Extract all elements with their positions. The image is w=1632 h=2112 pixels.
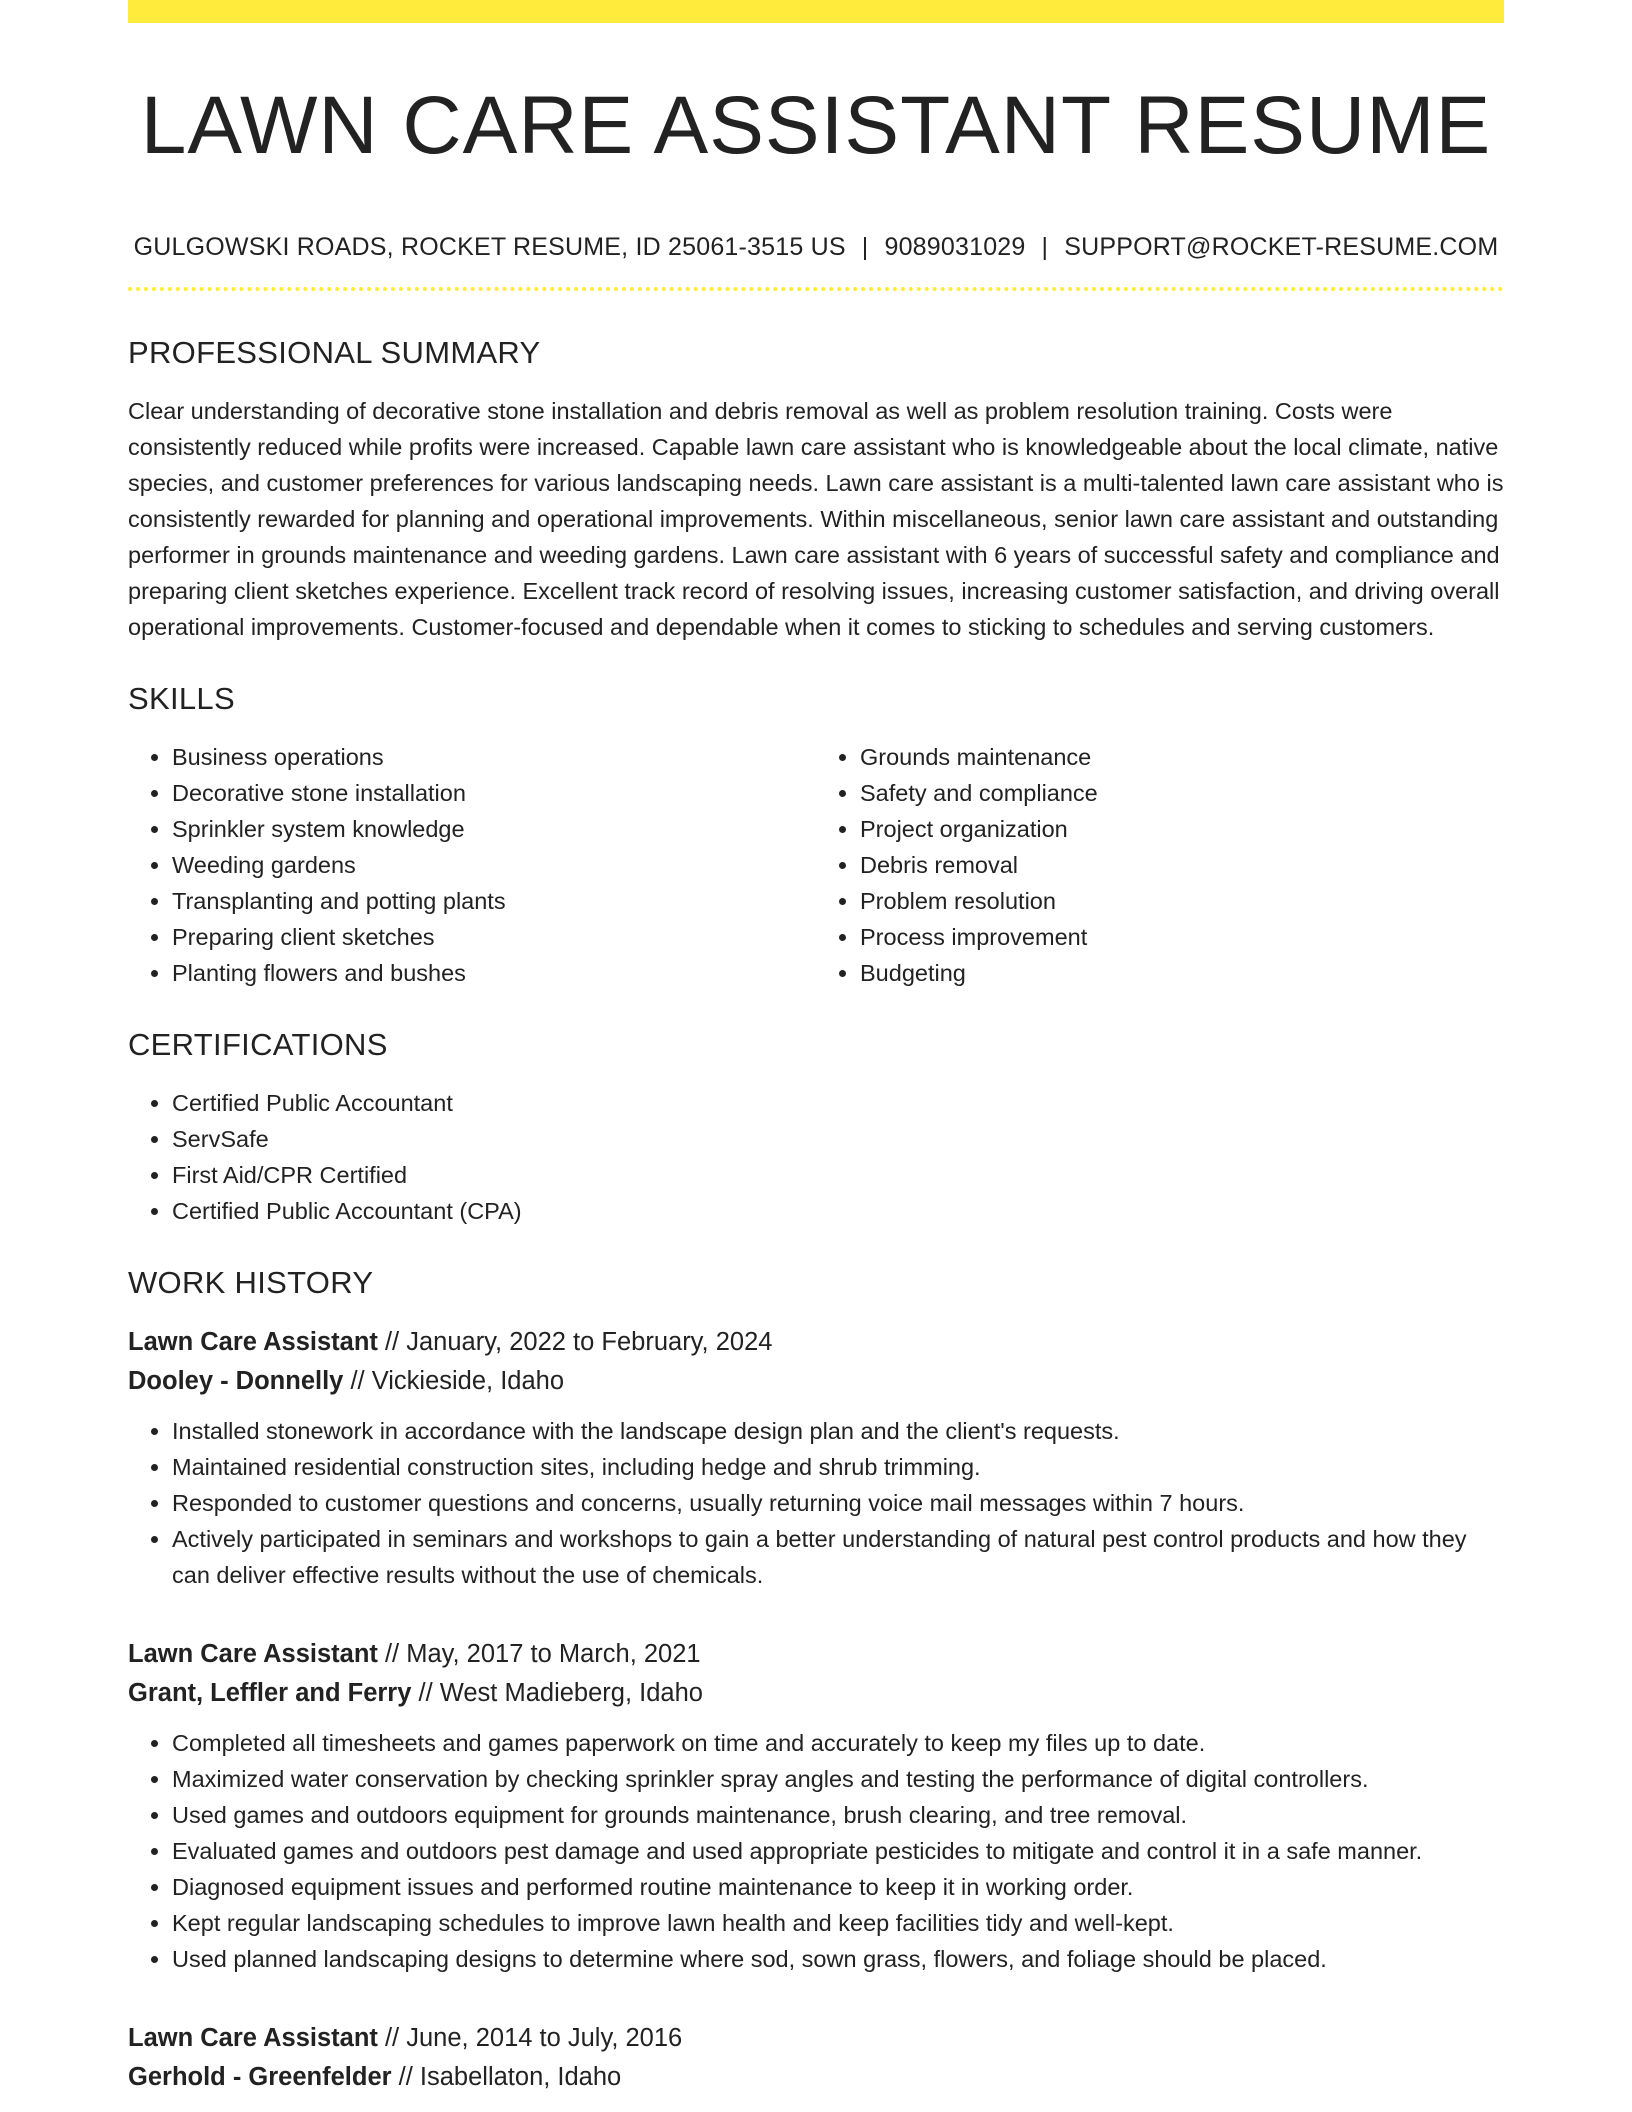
job-location: Vickieside, Idaho bbox=[371, 1367, 565, 1395]
skills-columns bbox=[128, 739, 1504, 991]
job-separator: // bbox=[377, 1328, 407, 1356]
skill-item: • Project organization bbox=[860, 811, 1504, 847]
job-bullet: • Maximized water conservation by checking sprinkler spray angles and testing the performance of digital controllers. bbox=[172, 1761, 1504, 1797]
job-title-line bbox=[128, 1323, 1504, 1362]
dotted-divider bbox=[128, 287, 1504, 291]
job-entry bbox=[128, 1635, 1504, 1977]
skill-item: • Budgeting bbox=[860, 955, 1504, 991]
contact-line bbox=[128, 233, 1504, 262]
job-company-line bbox=[128, 2058, 1504, 2097]
job-dates: June, 2014 to July, 2016 bbox=[406, 2024, 683, 2052]
job-bullet: • Maintained residential construction sites, including hedge and shrub trimming. bbox=[172, 1449, 1504, 1485]
certification-item: • Certified Public Accountant (CPA) bbox=[172, 1193, 1504, 1229]
work-history-heading: WORK HISTORY bbox=[128, 1265, 374, 1300]
job-bullet: • Kept regular landscaping schedules to improve lawn health and keep facilities tidy and well-kept. bbox=[172, 1905, 1504, 1941]
contact-address: GULGOWSKI ROADS, ROCKET RESUME, ID 25061-3515 US bbox=[133, 233, 846, 261]
certifications-list bbox=[128, 1085, 1504, 1229]
summary-text: Clear understanding of decorative stone installation and debris removal as well as problem resolution training. Costs were consistently reduced while profits were increased. Capable lawn care assistant who is knowledgeable about the local climate, native species, and customer preferences for various landscaping needs. Lawn care assistant is a multi-talented lawn care assistant who is consistently rewarded for planning and operational improvements. Within miscellaneous, senior lawn care assistant and outstanding performer in grounds maintenance and weeding gardens. Lawn care assistant with 6 years of successful safety and compliance and preparing client sketches experience. Excellent track record of resolving issues, increasing customer satisfaction, and driving overall operational improvements. Customer-focused and dependable when it comes to sticking to schedules and serving customers. bbox=[128, 398, 1504, 640]
job-bullet: • Used games and outdoors equipment for grounds maintenance, brush clearing, and tree removal. bbox=[172, 1797, 1504, 1833]
skill-item: • Decorative stone installation bbox=[172, 775, 816, 811]
skill-item: • Sprinkler system knowledge bbox=[172, 811, 816, 847]
job-bullet: • Diagnosed equipment issues and performed routine maintenance to keep it in working order. bbox=[172, 1869, 1504, 1905]
job-title-line bbox=[128, 2019, 1504, 2058]
skills-heading: SKILLS bbox=[128, 681, 235, 716]
contact-phone: 9089031029 bbox=[884, 233, 1026, 261]
skills-list-left bbox=[128, 739, 816, 991]
job-separator: // bbox=[343, 1367, 372, 1395]
skills-list-right bbox=[816, 739, 1504, 991]
job-bullet: • Actively participated in seminars and workshops to gain a better understanding of natural pest control products and how they can deliver effective results without the use of chemicals. bbox=[172, 1521, 1504, 1593]
job-entry bbox=[128, 2019, 1504, 2097]
skill-item: • Safety and compliance bbox=[860, 775, 1504, 811]
skill-item: • Planting flowers and bushes bbox=[172, 955, 816, 991]
skill-item: • Preparing client sketches bbox=[172, 919, 816, 955]
job-bullet: • Used planned landscaping designs to determine where sod, sown grass, flowers, and foliage should be placed. bbox=[172, 1941, 1504, 1977]
certification-item: • Certified Public Accountant bbox=[172, 1085, 1504, 1121]
contact-separator: | bbox=[861, 233, 869, 261]
job-company: Grant, Leffler and Ferry bbox=[128, 1679, 412, 1707]
job-company-line bbox=[128, 1362, 1504, 1401]
job-dates: January, 2022 to February, 2024 bbox=[406, 1328, 773, 1356]
certifications-heading: CERTIFICATIONS bbox=[128, 1027, 388, 1062]
job-company: Dooley - Donnelly bbox=[128, 1367, 344, 1395]
resume-title: LAWN CARE ASSISTANT RESUME bbox=[140, 80, 1492, 171]
job-bullet: • Responded to customer questions and concerns, usually returning voice mail messages within 7 hours. bbox=[172, 1485, 1504, 1521]
certification-item: • First Aid/CPR Certified bbox=[172, 1157, 1504, 1193]
skill-item: • Transplanting and potting plants bbox=[172, 883, 816, 919]
job-bullet: • Completed all timesheets and games paperwork on time and accurately to keep my files up to date. bbox=[172, 1725, 1504, 1761]
job-company: Gerhold - Greenfelder bbox=[128, 2063, 392, 2091]
job-entry bbox=[128, 1323, 1504, 1593]
skill-item: • Debris removal bbox=[860, 847, 1504, 883]
job-title: Lawn Care Assistant bbox=[128, 2024, 378, 2052]
job-separator: // bbox=[377, 2024, 407, 2052]
accent-top-bar bbox=[128, 0, 1504, 23]
job-title-line bbox=[128, 1635, 1504, 1674]
job-separator: // bbox=[377, 1640, 407, 1668]
skill-item: • Problem resolution bbox=[860, 883, 1504, 919]
skill-item: • Grounds maintenance bbox=[860, 739, 1504, 775]
contact-separator: | bbox=[1041, 233, 1049, 261]
job-bullets bbox=[128, 1725, 1504, 1977]
job-location: West Madieberg, Idaho bbox=[439, 1679, 703, 1707]
contact-email: SUPPORT@ROCKET-RESUME.COM bbox=[1064, 233, 1499, 261]
job-bullet: • Installed stonework in accordance with the landscape design plan and the client's requests. bbox=[172, 1413, 1504, 1449]
job-separator: // bbox=[411, 1679, 440, 1707]
job-location: Isabellaton, Idaho bbox=[419, 2063, 622, 2091]
job-title: Lawn Care Assistant bbox=[128, 1640, 378, 1668]
job-bullets bbox=[128, 1413, 1504, 1593]
job-title: Lawn Care Assistant bbox=[128, 1328, 378, 1356]
resume-page bbox=[128, 0, 1504, 2097]
certification-item: • ServSafe bbox=[172, 1121, 1504, 1157]
summary-heading: PROFESSIONAL SUMMARY bbox=[128, 335, 541, 370]
job-dates: May, 2017 to March, 2021 bbox=[406, 1640, 701, 1668]
job-company-line bbox=[128, 1674, 1504, 1713]
job-bullet: • Evaluated games and outdoors pest damage and used appropriate pesticides to mitigate and control it in a safe manner. bbox=[172, 1833, 1504, 1869]
skill-item: • Weeding gardens bbox=[172, 847, 816, 883]
job-separator: // bbox=[391, 2063, 420, 2091]
skill-item: • Process improvement bbox=[860, 919, 1504, 955]
skill-item: • Business operations bbox=[172, 739, 816, 775]
